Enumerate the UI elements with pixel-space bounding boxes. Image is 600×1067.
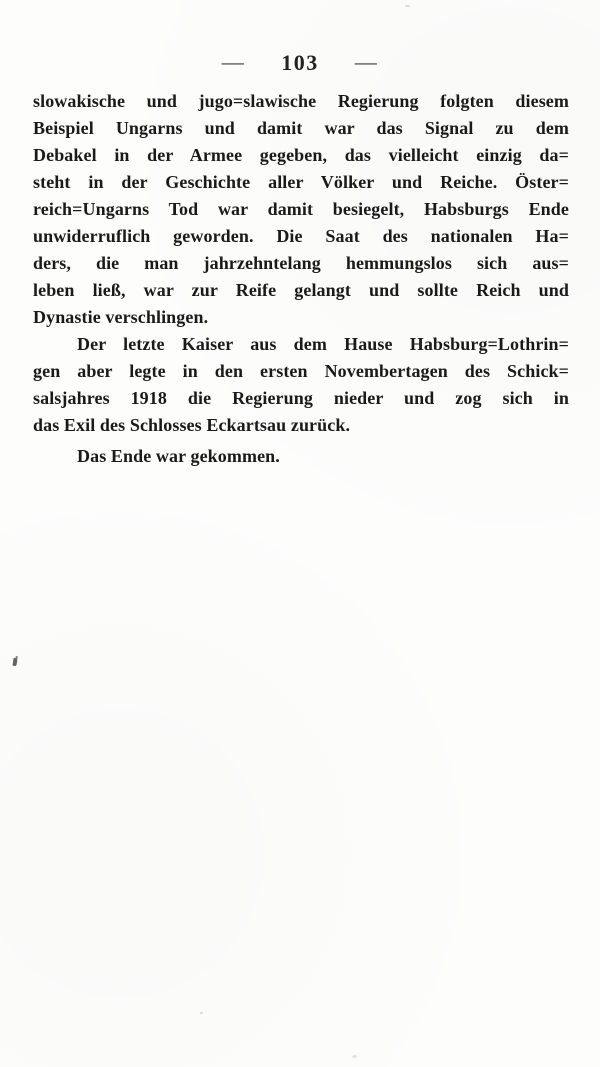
body-text-block [33, 88, 569, 470]
page-number: 103 [281, 50, 319, 75]
text-line: das Exil des Schlosses Eckartsau zurück. [33, 415, 351, 435]
dust-speck [352, 1055, 357, 1058]
ink-speck-artifact [12, 658, 17, 666]
page-header [0, 50, 600, 76]
text-line: unwiderruflich geworden. Die Saat des nationalen Ha= [33, 226, 569, 246]
text-line: Das Ende war gekommen. [77, 446, 280, 466]
text-line: slowakische und jugo=slawische Regierung folgten diesem [33, 91, 569, 111]
text-line: salsjahres 1918 die Regierung nieder und zog sich in [33, 388, 569, 408]
text-line: ders, die man jahrzehntelang hemmungslos sich aus= [33, 253, 569, 273]
text-line: Debakel in der Armee gegeben, das vielleicht einzig da= [33, 145, 569, 165]
dust-speck [405, 5, 410, 7]
text-line: steht in der Geschichte aller Völker und Reiche. Öster= [33, 172, 569, 192]
text-line: leben ließ, war zur Reife gelangt und sollte Reich und [33, 280, 569, 300]
text-line: gen aber legte in den ersten Novembertagen des Schick= [33, 361, 569, 381]
text-line: reich=Ungarns Tod war damit besiegelt, Habsburgs Ende [33, 199, 569, 219]
text-line: Dynastie verschlingen. [33, 307, 209, 327]
header-right-dash: — [354, 49, 379, 74]
header-left-dash: — [221, 49, 246, 74]
text-line: Beispiel Ungarns und damit war das Signal zu dem [33, 118, 569, 138]
text-line: Der letzte Kaiser aus dem Hause Habsburg=Lothrin= [77, 334, 569, 354]
dust-speck [200, 1012, 203, 1014]
